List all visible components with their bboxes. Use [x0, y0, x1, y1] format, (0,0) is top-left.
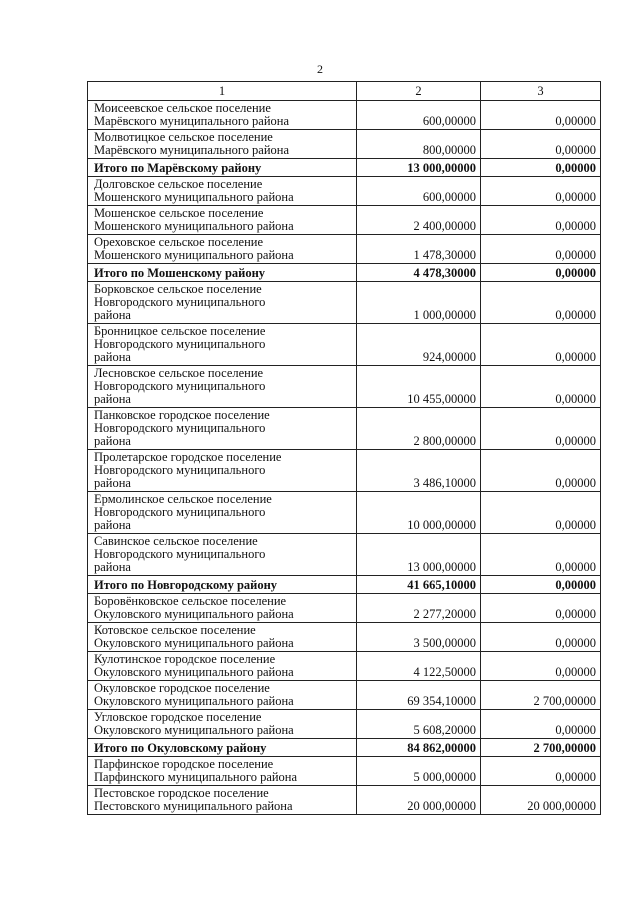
table-row [88, 652, 601, 681]
settlement-name-cell: Итого по Окуловскому району [88, 739, 357, 757]
amount-col-2-cell: 2 800,00000 [357, 408, 481, 450]
amount-col-3-cell: 0,00000 [481, 206, 601, 235]
table-header-row [88, 82, 601, 101]
table-row [88, 623, 601, 652]
amount-col-2-cell: 600,00000 [357, 101, 481, 130]
amount-col-3-cell: 0,00000 [481, 757, 601, 786]
amount-col-2-cell: 2 277,20000 [357, 594, 481, 623]
amount-col-2-cell: 41 665,10000 [357, 576, 481, 594]
amount-col-2-cell: 69 354,10000 [357, 681, 481, 710]
settlement-name-cell: Борковское сельское поселение Новгородского муниципального района [88, 282, 357, 324]
settlement-name-cell: Долговское сельское поселение Мошенского муниципального района [88, 177, 357, 206]
amount-col-3-cell: 0,00000 [481, 366, 601, 408]
settlement-name-cell: Боровёнковское сельское поселение Окуловского муниципального района [88, 594, 357, 623]
amount-col-2-cell: 3 500,00000 [357, 623, 481, 652]
amount-col-2-cell: 1 000,00000 [357, 282, 481, 324]
table-row [88, 324, 601, 366]
amount-col-3-cell: 0,00000 [481, 492, 601, 534]
table-row [88, 206, 601, 235]
amount-col-3-cell: 0,00000 [481, 235, 601, 264]
settlement-name-cell: Молвотицкое сельское поселение Марёвского муниципального района [88, 130, 357, 159]
table-row [88, 408, 601, 450]
settlement-name-cell: Моисеевское сельское поселение Марёвского муниципального района [88, 101, 357, 130]
table-row [88, 235, 601, 264]
settlement-name-cell: Панковское городское поселение Новгородского муниципального района [88, 408, 357, 450]
settlement-name-cell: Угловское городское поселение Окуловского муниципального района [88, 710, 357, 739]
settlement-name-cell: Бронницкое сельское поселение Новгородского муниципального района [88, 324, 357, 366]
amount-col-2-cell: 13 000,00000 [357, 159, 481, 177]
amount-col-2-cell: 800,00000 [357, 130, 481, 159]
settlement-name-cell: Савинское сельское поселение Новгородского муниципального района [88, 534, 357, 576]
amount-col-3-cell: 2 700,00000 [481, 681, 601, 710]
header-col-2: 2 [357, 82, 481, 101]
amount-col-2-cell: 5 000,00000 [357, 757, 481, 786]
settlement-name-cell: Ермолинское сельское поселение Новгородского муниципального района [88, 492, 357, 534]
amount-col-3-cell: 0,00000 [481, 177, 601, 206]
table-total-row [88, 264, 601, 282]
amount-col-3-cell: 0,00000 [481, 594, 601, 623]
amount-col-2-cell: 10 455,00000 [357, 366, 481, 408]
settlement-name-cell: Пролетарское городское поселение Новгородского муниципального района [88, 450, 357, 492]
table-row [88, 534, 601, 576]
settlement-name-cell: Котовское сельское поселение Окуловского муниципального района [88, 623, 357, 652]
amount-col-2-cell: 4 122,50000 [357, 652, 481, 681]
settlement-name-cell: Парфинское городское поселение Парфинского муниципального района [88, 757, 357, 786]
table-row [88, 681, 601, 710]
amount-col-3-cell: 0,00000 [481, 576, 601, 594]
table-row [88, 177, 601, 206]
table-row [88, 757, 601, 786]
page-number: 2 [317, 62, 323, 76]
amount-col-3-cell: 0,00000 [481, 652, 601, 681]
table-row [88, 450, 601, 492]
amount-col-2-cell: 20 000,00000 [357, 786, 481, 815]
settlement-name-cell: Ореховское сельское поселение Мошенского муниципального района [88, 235, 357, 264]
settlement-name-cell: Итого по Мошенскому району [88, 264, 357, 282]
header-col-3: 3 [481, 82, 601, 101]
amount-col-2-cell: 2 400,00000 [357, 206, 481, 235]
settlement-name-cell: Лесновское сельское поселение Новгородского муниципального района [88, 366, 357, 408]
settlement-name-cell: Итого по Марёвскому району [88, 159, 357, 177]
table-total-row [88, 576, 601, 594]
table-total-row [88, 739, 601, 757]
amount-col-3-cell: 0,00000 [481, 324, 601, 366]
table-row [88, 594, 601, 623]
amount-col-3-cell: 0,00000 [481, 130, 601, 159]
amount-col-3-cell: 0,00000 [481, 710, 601, 739]
amount-col-3-cell: 0,00000 [481, 623, 601, 652]
table-row [88, 710, 601, 739]
header-col-1: 1 [88, 82, 357, 101]
table-row [88, 366, 601, 408]
amount-col-3-cell: 0,00000 [481, 159, 601, 177]
amount-col-2-cell: 4 478,30000 [357, 264, 481, 282]
amount-col-2-cell: 13 000,00000 [357, 534, 481, 576]
amount-col-3-cell: 0,00000 [481, 408, 601, 450]
amount-col-2-cell: 600,00000 [357, 177, 481, 206]
amount-col-3-cell: 0,00000 [481, 101, 601, 130]
table-row [88, 492, 601, 534]
table-row [88, 101, 601, 130]
settlement-name-cell: Кулотинское городское поселение Окуловского муниципального района [88, 652, 357, 681]
amount-col-3-cell: 0,00000 [481, 534, 601, 576]
amount-col-2-cell: 10 000,00000 [357, 492, 481, 534]
settlement-name-cell: Пестовское городское поселение Пестовского муниципального района [88, 786, 357, 815]
funding-table [87, 81, 601, 815]
table-row [88, 282, 601, 324]
settlement-name-cell: Окуловское городское поселение Окуловского муниципального района [88, 681, 357, 710]
amount-col-2-cell: 3 486,10000 [357, 450, 481, 492]
amount-col-2-cell: 1 478,30000 [357, 235, 481, 264]
amount-col-3-cell: 0,00000 [481, 264, 601, 282]
table-row [88, 786, 601, 815]
settlement-name-cell: Мошенское сельское поселение Мошенского муниципального района [88, 206, 357, 235]
amount-col-3-cell: 2 700,00000 [481, 739, 601, 757]
amount-col-3-cell: 0,00000 [481, 450, 601, 492]
table-total-row [88, 159, 601, 177]
table-row [88, 130, 601, 159]
amount-col-2-cell: 924,00000 [357, 324, 481, 366]
amount-col-3-cell: 0,00000 [481, 282, 601, 324]
settlement-name-cell: Итого по Новгородскому району [88, 576, 357, 594]
amount-col-2-cell: 84 862,00000 [357, 739, 481, 757]
amount-col-3-cell: 20 000,00000 [481, 786, 601, 815]
amount-col-2-cell: 5 608,20000 [357, 710, 481, 739]
